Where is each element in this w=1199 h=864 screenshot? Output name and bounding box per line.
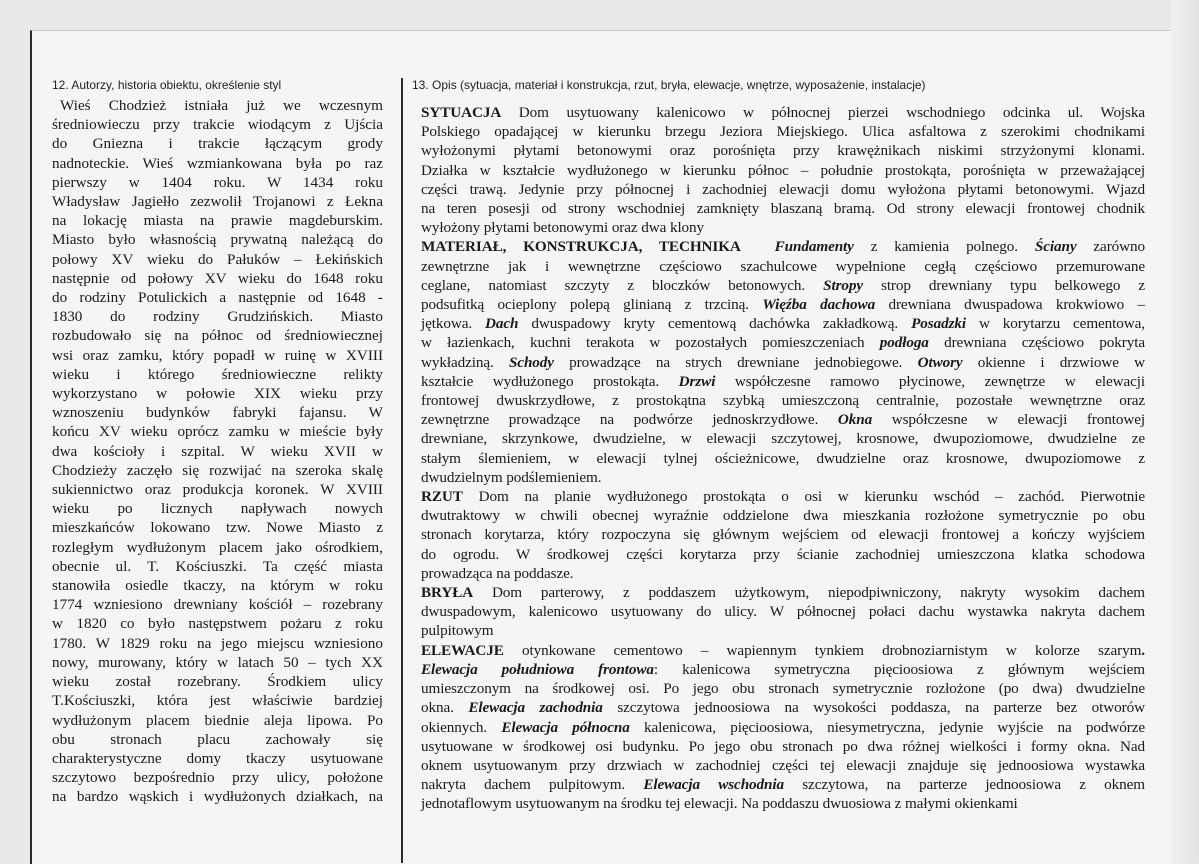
text-line: [421, 641, 1145, 660]
history-line: obu stronach placu zachowały się: [52, 730, 383, 748]
text-run: podsufitką ocieplony polepą glinianą z trzciną.: [421, 296, 763, 314]
text-run: .: [1141, 641, 1145, 659]
podloga-label: podłoga: [879, 334, 929, 352]
history-line: do Gniezna i trakcie łączącym grody: [52, 135, 383, 153]
text-line: jednotaflowym usytuowanym na środku tej elewacji. Na poddaszu dwuosiowa z małymi okienkami: [421, 795, 1018, 813]
posadzki-label: Posadzki: [911, 315, 966, 333]
okna-label: Okna: [837, 411, 873, 429]
history-line: 1830 do rodziny Grudzińskich. Miasto: [52, 308, 383, 326]
dach-label: Dach: [485, 315, 519, 333]
text-run: szczytowa, na parterze jednoosiowa z oknem: [783, 776, 1145, 794]
text-line: pulpitowym: [421, 622, 494, 640]
history-line: Władysław Jagiełło zezwolił Trojanowi z Łekna: [52, 193, 383, 211]
history-line: wznoszeniu budynków fabryki fajansu. W: [52, 404, 383, 422]
text-run: dwuspadowy kryty cementową dachówka zakładkową.: [518, 315, 912, 333]
text-line: wyłożony płytami betonowymi oraz dwa klony: [421, 219, 705, 237]
history-line: pierwszy w 1404 roku. W 1434 roku: [52, 173, 383, 191]
text-line: dwuspadowym, kalenicowo usytuowany do ulicy. W północnej połaci dachu wystawka nakryta dachem: [421, 603, 1145, 621]
text-line: [421, 314, 1145, 333]
rzut-label: RZUT: [421, 488, 463, 506]
history-line: rozległym wydłużonym placem jako ośrodkiem,: [52, 538, 383, 556]
text-line: [421, 775, 1145, 794]
text-run: w łazienkach, kuchni terakota w pozostałych pomieszczeniach: [421, 334, 880, 352]
text-run: kształcie wydłużonego prostokąta.: [421, 372, 679, 390]
text-run: otynkowane cementowo – wapiennym tynkiem drobnoziarnistym w kolorze szarym: [503, 641, 1142, 659]
scan-edge: [1171, 0, 1199, 863]
history-line: wieku i którego średniowieczne relikty: [52, 365, 383, 383]
text-line: [421, 718, 1145, 737]
bryla-label: BRYŁA: [421, 584, 474, 602]
text-line: [421, 276, 1145, 295]
section-13-heading: 13. Opis (sytuacja, materiał i konstrukcja, rzut, bryła, elewacje, wnętrze, wyposażenie, instalacje): [412, 78, 926, 92]
text-run: zewnętrzne prowadzące na podwórze jednoskrzydłowe.: [421, 411, 838, 429]
history-line: do rodziny Potulickich a następnie od 1648 -: [52, 289, 383, 307]
text-run: w korytarzu cementowa,: [966, 315, 1145, 333]
description-column: [421, 103, 1145, 814]
wiezba-label: Więźba dachowa: [762, 296, 876, 314]
text-run: współczesne w elewacji frontowej: [872, 411, 1145, 429]
text-line: [421, 295, 1145, 314]
text-line: dwutraktowy w chwili obecnej wyraźnie oddzielone dwa mieszkania rozłożone symetrycznie po obu: [421, 507, 1145, 525]
text-run: szczytowa jednoosiowa na wysokości poddasza, na parterze bez otworów: [602, 699, 1145, 717]
text-line: stronach korytarza, który rozpoczyna się głównym wejściem od elewacji frontowej a kończy wyjściem: [421, 526, 1145, 544]
text-line: prowadząca na poddasze.: [421, 564, 574, 582]
text-run: okienne i drzwiowe w: [962, 353, 1145, 371]
history-line: szczytowo bezpośrednio przy ulicy, położone: [52, 769, 383, 787]
text-run: zarówno: [1076, 238, 1145, 256]
history-line: następnie od połowy XV wieku do 1648 roku: [52, 269, 383, 287]
elewacja-zachodnia-label: Elewacja zachodnia: [468, 699, 603, 717]
history-line: 1780. W 1829 roku na jego miejscu wzniesiono: [52, 634, 383, 652]
material-label: MATERIAŁ, KONSTRUKCJA, TECHNIKA: [421, 238, 741, 256]
text-run: kalenicowa, pięcioosiowa, niesymetryczna, jedynie wyjście na podwórze: [629, 718, 1145, 736]
drzwi-label: Drzwi: [678, 372, 716, 390]
text-run: Dom usytuowany kalenicowo w północnej pierzei wschodniego odcinka ul. Wojska: [501, 104, 1145, 121]
text-run: Dom parterowy, z poddaszem użytkowym, niepodpiwniczony, nakryty wysokim dachem: [473, 584, 1145, 602]
text-run: okiennych.: [421, 718, 502, 736]
history-line: obecnie ul. T. Kościuszki. Ta część miasta: [52, 557, 383, 575]
text-line: oknem usytuowanym przy drzwiach w zachodniej części tej elewacji znajduje się jednoosiowa wystawka: [421, 756, 1145, 774]
history-line: 1774 wzniesiono drewniany kościół – rozebrany: [52, 596, 383, 614]
history-line: Chodzieży zaczęło się rozwijać na szeroka skalę: [52, 461, 383, 479]
history-line: na lokację miasta na prawie magdeburskim.: [52, 212, 383, 230]
section-12-heading: 12. Autorzy, historia obiektu, określenie styl: [52, 78, 282, 92]
text-line: [421, 487, 1145, 506]
text-line: dwudzielnym podślemieniem.: [421, 468, 602, 486]
history-line: nowy, murowany, który w latach 50 – tych XX: [52, 653, 383, 671]
text-line: [421, 237, 1145, 256]
history-line: końcu XV wieku oprócz zamku w mieście były: [52, 423, 383, 441]
history-line: stanowiła osiedle tkaczy, na którym w roku: [52, 577, 383, 595]
text-line: [421, 372, 1145, 391]
text-run: nakryta dachem pulpitowym.: [421, 776, 644, 794]
history-line: T.Kościuszki, która jest właściwie bardziej: [52, 692, 383, 710]
text-run: Dom na planie wydłużonego prostokąta o osi w kierunku wschód – zachód. Pierwotnie: [462, 488, 1145, 506]
fundamenty-label: Fundamenty: [774, 238, 854, 256]
text-line: Polskiego opadającej w kierunku brzegu Jeziora Miejskiego. Ulica asfaltowa z szerokimi chodnikami: [421, 123, 1145, 141]
text-line: części trawą. Jedynie przy północnej i zachodniej elewacji domu wyłożona płytami betonowymi. Wjazd: [421, 180, 1145, 198]
text-run: jętkowa.: [421, 315, 486, 333]
text-run: współczesne ramowo płycinowe, zewnętrze w elewacji: [715, 372, 1145, 390]
text-line: [421, 103, 1145, 122]
otwory-label: Otwory: [917, 353, 963, 371]
text-line: [421, 410, 1145, 429]
history-line: wsi oraz zamku, który popadł w ruinę w XVIII: [52, 346, 383, 364]
text-line: stałym ślemieniem, w elewacji tylnej ościeżnicowe, dwudzielne oraz krosnowe, dwupoziomowe z: [421, 449, 1145, 467]
text-line: [421, 583, 1145, 602]
text-line: Działka w kształcie wydłużonego w kierunku północ – południe prostokąta, porośnięta w przeważającej: [421, 161, 1145, 179]
text-line: drewniane, skrzynkowe, dwudzielne, w elewacji szczytowej, krosnowe, dwupoziomowe, dwudzielne ze: [421, 430, 1145, 448]
history-line: wydłużonym placem biednie aleja lipowa. Po: [52, 711, 383, 729]
sciany-label: Ściany: [1034, 238, 1077, 256]
text-run: drewniana częściowo pokryta: [928, 334, 1145, 352]
history-line: mieszkańców lokowano tzw. Nowe Miasto z: [52, 519, 383, 537]
elewacja-wschodnia-label: Elewacja wschodnia: [643, 776, 784, 794]
history-line: nadnoteckie. Wieś wzmiankowana była po raz: [52, 154, 383, 172]
sytuacja-label: SYTUACJA: [421, 104, 502, 121]
history-line: średniowieczu przy trakcie wiodącym z Ujścia: [52, 116, 383, 134]
history-line: dwa kościoły i szpital. W wieku XVII w: [52, 442, 383, 460]
stropy-label: Stropy: [823, 276, 864, 294]
text-run: wykładziną.: [421, 353, 509, 371]
history-line: wykorzystano w połowie XIX wieku przy: [52, 385, 383, 403]
text-line: [421, 698, 1145, 717]
history-line: wieku został rozebrany. Środkiem ulicy: [52, 673, 383, 691]
text-line: na teren posesji od strony wschodniej zamknięty blaszaną bramą. Od strony elewacji frontowej chodnik: [421, 200, 1145, 218]
text-run: ceglane, natomiast szczyty z bloczków betonowych.: [421, 276, 824, 294]
text-line: frontowej dwuskrzydłowe, z prostokątna szybką umieszczoną centralnie, pozostałe wewnętrzne oraz: [421, 392, 1145, 410]
elewacja-polnocna-label: Elewacja północna: [501, 718, 630, 736]
text-line: wyłożonymi płytami betonowymi oraz porośnięta przy krawężnikach niskimi strzyżonymi klonami.: [421, 142, 1145, 160]
text-line: zewnętrzne jak i wewnętrzne częściowo szachulcowe wypełnione cegłą częściowo przemurowane: [421, 257, 1145, 275]
text-line: usytuowane w środkowej osi budynku. Po jego obu stronach po dwa różnej wielkości i formy okna. Nad: [421, 737, 1145, 755]
history-line: Miasto było własnością prywatną należącą do: [52, 231, 383, 249]
history-line: sukiennictwo oraz produkcja koronek. W XVIII: [52, 481, 383, 499]
history-line: charakterystyczne domy tkaczy usytuowane: [52, 749, 383, 767]
history-line: wieku po licznych napływach nowych: [52, 500, 383, 518]
schody-label: Schody: [508, 353, 554, 371]
column-divider: [401, 78, 403, 863]
text-run: : kalenicowa symetryczna pięcioosiowa z głównym wejściem: [653, 660, 1146, 678]
text-run: drewniana dwuspadowa krokwiowo –: [875, 296, 1145, 314]
history-column: [52, 96, 383, 807]
text-run: prowadzące na strych drewniane jednobiegowe.: [553, 353, 918, 371]
text-line: [421, 660, 1145, 679]
history-line: w 1820 co było następstwem pożaru z roku: [52, 615, 383, 633]
elewacja-poludniowa-label: Elewacja południowa frontowa: [421, 660, 654, 678]
history-line: Wieś Chodzież istniała już we wczesnym: [60, 97, 383, 114]
text-line: [421, 353, 1145, 372]
history-line: na bardzo wąskich i wydłużonych działkach, na: [52, 788, 383, 806]
history-line: rozbudowało się na północ od średniowiecznej: [52, 327, 383, 345]
text-line: [421, 333, 1145, 352]
text-line: umieszczonym na środkowej osi. Po jego obu stronach symetrycznie rozłożone (po dwa) dwudzielne: [421, 680, 1145, 698]
history-line: połowy XV wieku do Pałuków – Łekińskich: [52, 250, 383, 268]
text-run: strop drewniany typu belkowego z: [863, 276, 1146, 294]
text-run: okna.: [421, 699, 469, 717]
elewacje-label: ELEWACJE: [421, 641, 504, 659]
text-run: z kamienia polnego.: [853, 238, 1035, 256]
text-line: do ogrodu. W środkowej części korytarza przy ścianie zachodniej umieszczona klatka schodowa: [421, 545, 1145, 563]
